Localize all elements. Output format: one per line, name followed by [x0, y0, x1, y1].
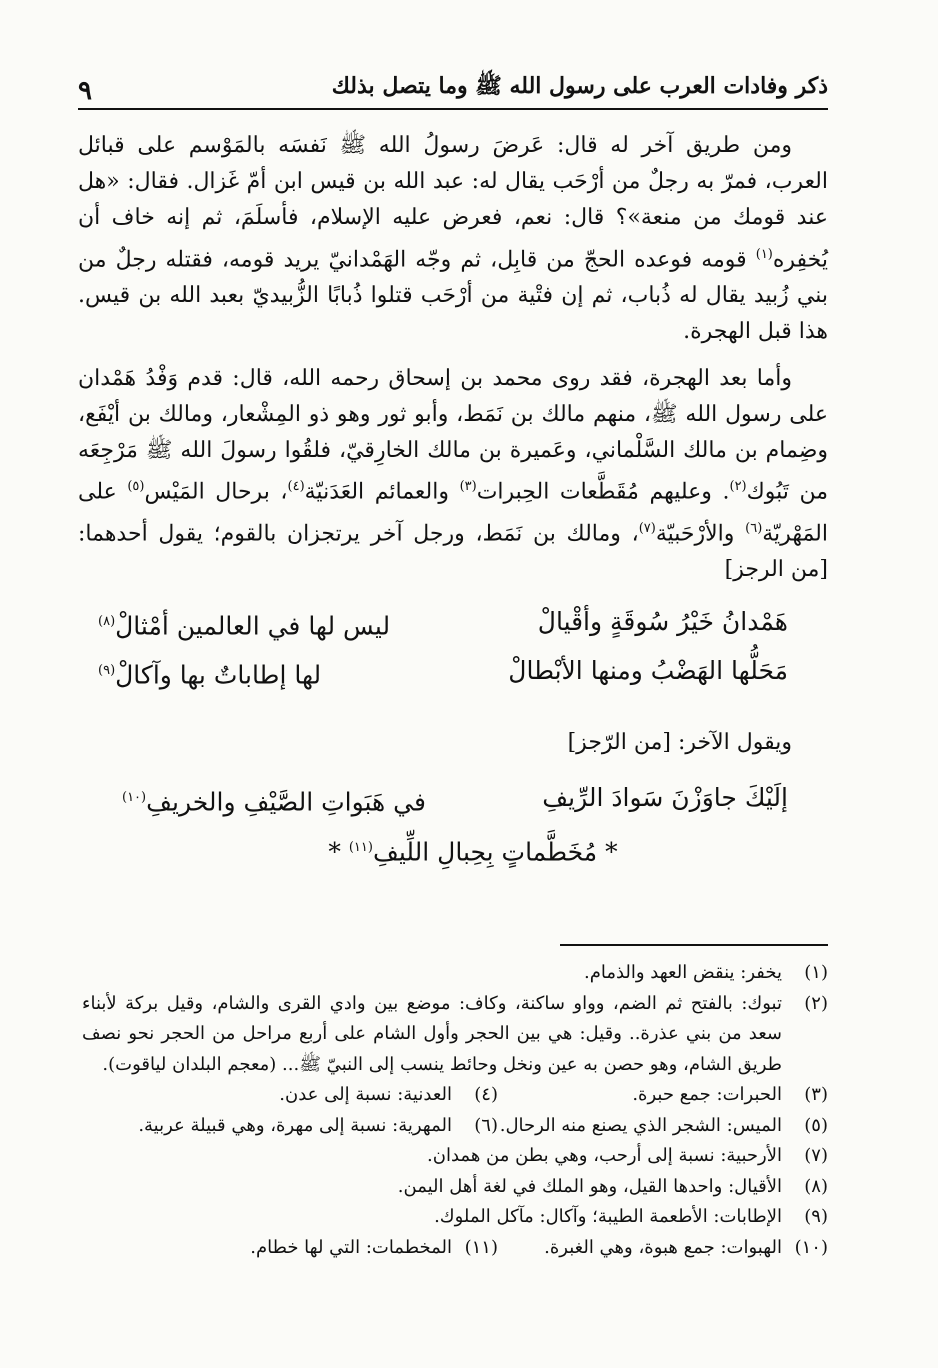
poem-2-intro: ويقول الآخر: [من الرّجز] [567, 730, 792, 756]
footnote-ref-1: (١) [755, 246, 773, 262]
page-header [78, 72, 828, 110]
footnote-text: الإطابات: الأطعمة الطيبة؛ وآكال: مآكل الملوك. [434, 1206, 782, 1227]
footnote-4 [279, 1080, 498, 1111]
footnote-ref-3: (٣) [459, 479, 477, 495]
verse-end-star: * [328, 837, 349, 867]
footnote-ref-6: (٦) [745, 520, 763, 536]
hemistich-left-text: لها إطاباتٌ بها وآكالْ [115, 660, 322, 690]
footnote-text: الهبوات: جمع هبوة، وهي الغبرة. [544, 1236, 782, 1258]
hemistich-left [98, 649, 321, 697]
footnote-number: (٥) [804, 1114, 828, 1136]
hemistich-left-text: ليس لها في العالمين أمْثالْ [115, 611, 391, 641]
footnote-ref-7: (٧) [638, 520, 656, 536]
footnote-1 [82, 958, 828, 989]
hemistich-right: إلَيْكَ جاوَزْنَ سَوادَ الرِّيفِ [542, 783, 788, 813]
footnote-11 [250, 1233, 498, 1264]
hemistich-right: هَمْدانُ خَيْرُ سُوقَةٍ وأقْيالْ [537, 607, 788, 637]
hemistich-left-text: في هَبَواتِ الصَّيْفِ والخريفِ [146, 787, 426, 817]
footnote-text: الأقيال: واحدها القيل، وهو الملك في لغة أهل اليمن. [397, 1175, 782, 1197]
footnote-number: (٦) [474, 1114, 498, 1136]
footnote-text: المهرية: نسبة إلى مهرة، وهي قبيلة عربية. [138, 1114, 452, 1136]
footnote-text: الحبرات: جمع حبرة. [632, 1084, 782, 1105]
footnotes [82, 958, 828, 1263]
footnote-text: المخطمات: التي لها خطام. [250, 1236, 452, 1258]
paragraph-2-part-e: على المَهْريّة [78, 479, 828, 547]
footnote-divider [560, 944, 828, 946]
hemistich-left [98, 600, 390, 648]
paragraph-2-text: وأما بعد الهجرة، فقد روى محمد بن إسحاق رحمه الله، قال: قدم وَفْدُ هَمْدان على رسول الله ﷺ، منهم مالك بن نَمَط، وأبو ثور وهو ذو المِشْعار، ومالك بن أيْفَع، وضِمام بن مالك السَّلْماني، وعَميرة بن مالك الخارِقيّ، فلقُوا رسولَ الله ﷺ مَرْجِعَه من تَبُوك [78, 365, 828, 505]
footnote-3 [498, 1080, 828, 1111]
footnote-number: (١٠) [794, 1236, 828, 1258]
verse-line-1 [78, 600, 828, 648]
footnote-ref-9: (٩) [98, 662, 116, 678]
paragraph-2-part-f: والأرْحَبيّة [655, 521, 746, 547]
footnote-row-3-4 [82, 1080, 828, 1111]
poem-2 [78, 775, 828, 876]
footnote-ref-11: (١١) [348, 840, 373, 856]
verse-line-4 [78, 825, 828, 875]
footnote-7 [82, 1141, 828, 1172]
footnote-row-10-11 [82, 1233, 828, 1264]
footnote-6 [138, 1111, 498, 1142]
footnote-number: (٣) [804, 1084, 828, 1105]
footnote-text: العدنية: نسبة إلى عدن. [279, 1084, 452, 1105]
footnote-number: (١١) [464, 1236, 498, 1258]
footnote-ref-5: (٥) [127, 479, 145, 495]
footnote-text: الأرحبية: نسبة إلى أرحب، وهي بطن من همدان. [427, 1145, 782, 1166]
paragraph-2-part-d: ، برحال المَيْس [144, 479, 288, 505]
footnote-2 [82, 989, 828, 1081]
paragraph-1 [78, 128, 828, 351]
paragraph-2-part-b: . وعليهم مُقَطَّعات الحِبرات [476, 479, 730, 505]
footnote-number: (١) [804, 962, 828, 983]
footnote-ref-2: (٢) [729, 479, 747, 495]
footnote-number: (٩) [804, 1206, 828, 1227]
footnote-text: الميس: الشجر الذي يصنع منه الرحال. [499, 1114, 782, 1136]
footnote-ref-10: (١٠) [122, 790, 147, 806]
footnote-text: يخفر: ينقض العهد والذمام. [583, 962, 782, 983]
main-text [78, 128, 828, 876]
poem-1 [78, 600, 828, 697]
hemistich-right: مَحَلُّها الهَضْبُ ومنها الأبْطالْ [508, 655, 788, 685]
footnote-8 [82, 1172, 828, 1203]
verse-line-3 [78, 775, 828, 825]
verse-line-4-text: * مُخَطَّماتٍ بِحِبالِ اللِّيفِ [372, 837, 618, 867]
paragraph-1-text: ومن طريق آخر له قال: عَرضَ رسولُ الله ﷺ نَفسَه بالمَوْسم على قبائل العرب، فمرّ به رجلٌ من أرْحَب يقال له: عبد الله بن قيس ابن أمّ غَزال. فقال: «هل عند قومك من منعة»؟ قال: نعم، فعرض عليه الإسلام، فأسلَمَ، ثم إنه خاف أن يُخفِره [78, 133, 828, 272]
footnote-number: (٧) [804, 1145, 828, 1166]
footnote-9 [82, 1202, 828, 1233]
verse-line-2 [78, 649, 828, 697]
footnote-5 [498, 1111, 828, 1142]
paragraph-2 [78, 361, 828, 589]
footnote-number: (٤) [474, 1084, 498, 1105]
footnote-row-5-6 [82, 1111, 828, 1142]
footnote-text: تبوك: بالفتح ثم الضم، وواو ساكنة، وكاف: موضع بين وادي القرى والشام، وقيل بركة لأبناء سعد من بني عذرة.. وقيل: هي بين الحجر وأول الشام على أربع مراحل من الحجر نحو نصف طريق الشام، وهو حصن به عين ونخل وحائط ينسب إلى النبيّ ﷺ... (معجم البلدان لياقوت). [82, 992, 782, 1075]
footnote-ref-4: (٤) [287, 479, 305, 495]
footnote-number: (٢) [804, 992, 828, 1014]
paragraph-1-continued: قومه فوعده الحجّ من قابِل، ثم وجّه الهَمْدانيّ يريد قومه، فقتله رجلٌ من بني زُبيد يقال له ذُباب، ثم إن فتْية من أرْحَب قتلوا ذُبابًا الزُّبيديّ بعبد الله بن قيس. هذا قبل الهجرة. [78, 246, 828, 345]
footnote-number: (٨) [804, 1175, 828, 1197]
page-number: ٩ [78, 76, 92, 106]
footnote-10 [498, 1233, 828, 1264]
footnote-ref-8: (٨) [98, 614, 116, 630]
paragraph-2-part-g: ، ومالك بن نَمَط، ورجل آخر يرتجزان بالقوم؛ يقول أحدهما: [من الرجز] [78, 521, 828, 583]
hemistich-left [122, 775, 426, 825]
paragraph-2-part-c: والعمائم العَدَنيّة [304, 479, 460, 505]
running-head: ذكر وفادات العرب على رسول الله ﷺ وما يتصل بذلك [331, 73, 828, 99]
